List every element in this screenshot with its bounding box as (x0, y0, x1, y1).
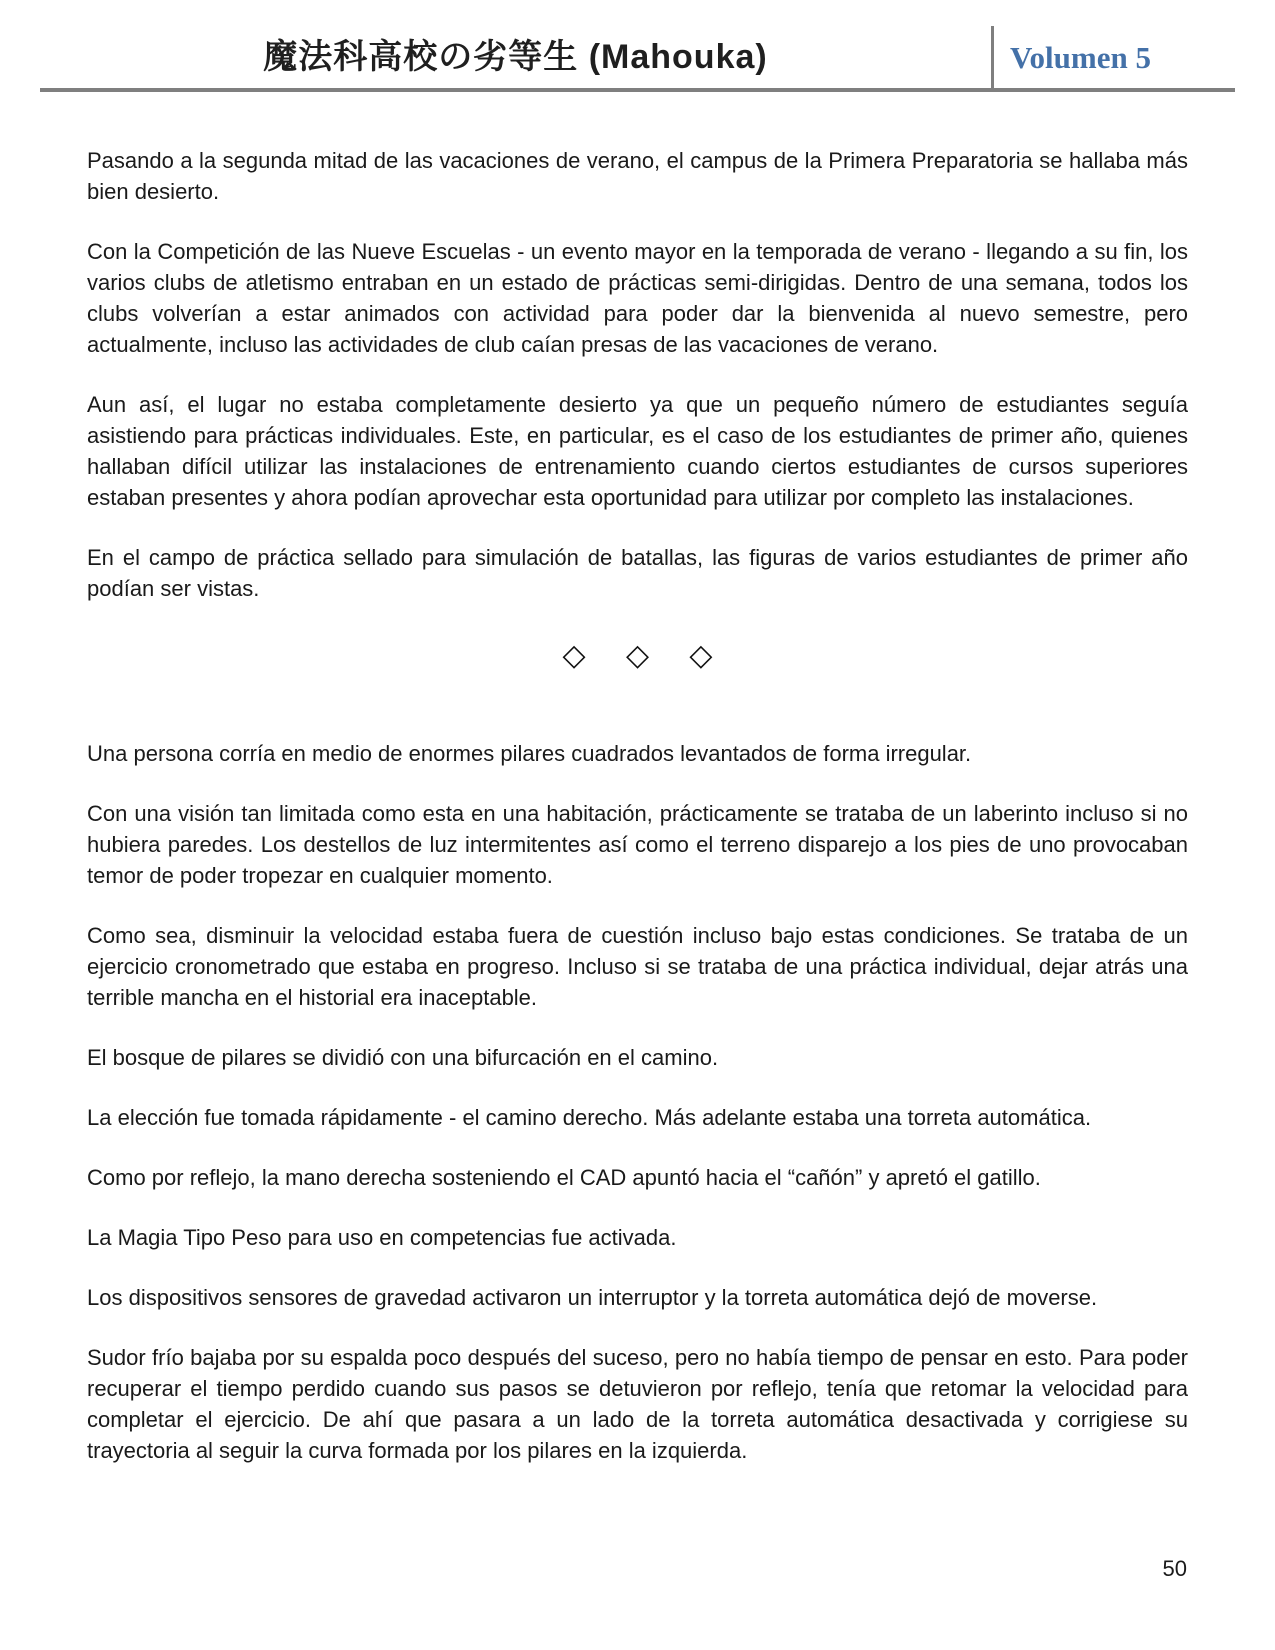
paragraph: Aun así, el lugar no estaba completamente desierto ya que un pequeño número de estudiantes seguía asistiendo para prácticas individuales. Este, en particular, es el caso de los estudiantes de primer año, quienes hallaban difícil utilizar las instalaciones de entrenamiento cuando ciertos estudiantes de cursos superiores estaban presentes y ahora podían aprovechar esta oportunidad para utilizar por completo las instalaciones. (87, 392, 1188, 510)
paragraph: Sudor frío bajaba por su espalda poco después del suceso, pero no había tiempo de pensar en esto. Para poder recuperar el tiempo perdido cuando sus pasos se detuvieron por reflejo, tenía que retomar la velocidad para completar el ejercicio. De ahí que pasara a un lado de la torreta automática desactivada y corrigiese su trayectoria al seguir la curva formada por los pilares en la izquierda. (87, 1345, 1188, 1463)
paragraph: Como por reflejo, la mano derecha sosteniendo el CAD apuntó hacia el “cañón” y apretó el gatillo. (87, 1165, 1041, 1190)
scene-break-divider: ◇ ◇ ◇ (562, 639, 729, 672)
header-title-area (40, 29, 991, 88)
paragraph: Con una visión tan limitada como esta en una habitación, prácticamente se trataba de un laberinto incluso si no hubiera paredes. Los destellos de luz intermitentes así como el terreno disparejo a los pies de uno provocaban temor de poder tropezar en cualquier momento. (87, 801, 1188, 888)
page-number: 50 (1162, 1556, 1187, 1581)
paragraph: El bosque de pilares se dividió con una bifurcación en el camino. (87, 1045, 719, 1070)
paragraph: Con la Competición de las Nueve Escuelas - un evento mayor en la temporada de verano - llegando a su fin, los varios clubs de atletismo entraban en un estado de prácticas semi-dirigidas. Dentro de una semana, todos los clubs volverían a estar animados con actividad para poder dar la bienvenida al nuevo semestre, pero actualmente, incluso las actividades de club caían presas de las vacaciones de verano. (87, 239, 1188, 357)
document-title: 魔法科高校の劣等生 (Mahouka) (263, 38, 768, 76)
paragraph: La elección fue tomada rápidamente - el camino derecho. Más adelante estaba una torreta automática. (87, 1105, 1092, 1130)
header-volume-area (994, 40, 1235, 88)
paragraph: Como sea, disminuir la velocidad estaba fuera de cuestión incluso bajo estas condiciones. Se trataba de un ejercicio cronometrado que estaba en progreso. Incluso si se trataba de una práctica individual, dejar atrás una terrible mancha en el historial era inaceptable. (87, 923, 1188, 1010)
page-body (87, 92, 1188, 1466)
paragraph: En el campo de práctica sellado para simulación de batallas, las figuras de varios estudiantes de primer año podían ser vistas. (87, 545, 1188, 601)
page-header (40, 0, 1235, 88)
paragraph: Los dispositivos sensores de gravedad activaron un interruptor y la torreta automática dejó de moverse. (87, 1285, 1098, 1310)
paragraph: Pasando a la segunda mitad de las vacaciones de verano, el campus de la Primera Preparatoria se hallaba más bien desierto. (87, 148, 1188, 204)
paragraph: Una persona corría en medio de enormes pilares cuadrados levantados de forma irregular. (87, 741, 972, 766)
paragraph: La Magia Tipo Peso para uso en competencias fue activada. (87, 1225, 677, 1250)
volume-label: Volumen 5 (1010, 40, 1151, 75)
